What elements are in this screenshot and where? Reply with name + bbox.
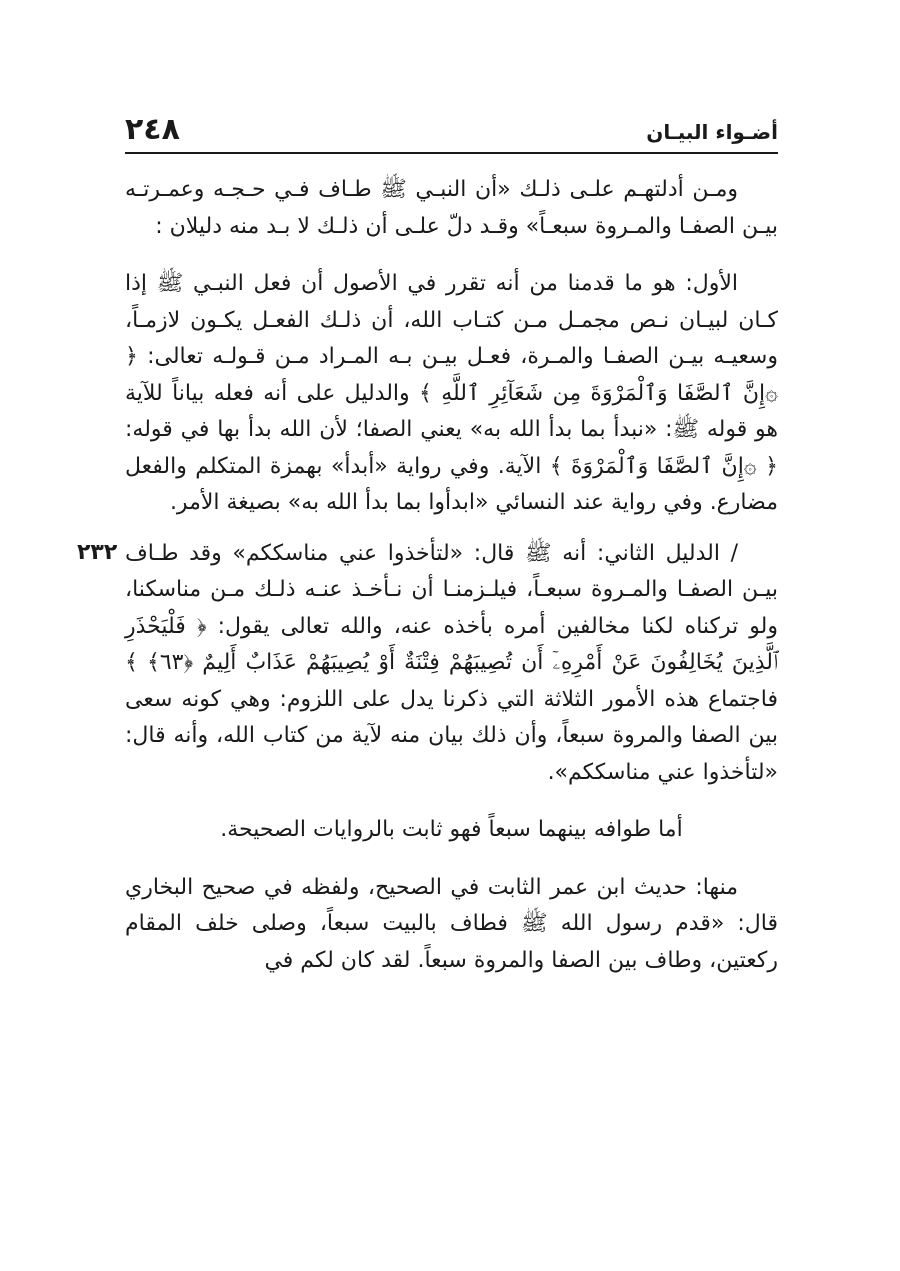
- paragraph-2: الأول: هو ما قدمنا من أنه تقرر في الأصول أن فعل النبـي ﷺ إذا كـان لبيـان نـص مجمـل مـن كتـاب الله، أن ذلـك الفعـل يكـون لازمـاً، وسعيـه بيـن الصفـا والمـرة، فعـل بيـن بـه المـراد مـن قـولـه تعالى: ﴿ ۞إِنَّ ٱلصَّفَا وَٱلْمَرْوَةَ مِن شَعَآئِرِ ٱللَّهِ ﴾ والدليل على أنه فعله بياناً للآية هو قوله ﷺ: «نبدأ بما بدأ الله به» يعني الصفا؛ لأن الله بدأ بها في قوله: ﴿ ۞إِنَّ ٱلصَّفَا وَٱلْمَرْوَةَ ﴾ الآية. وفي رواية «أبدأ» بهمزة المتكلم والفعل مضارع. وفي رواية عند النسائي «ابدأوا بما بدأ الله به» بصيغة الأمر.: [125, 271, 778, 515]
- paragraph-5: منها: حديث ابن عمر الثابت في الصحيح، ولفظه في صحيح البخاري قال: «قدم رسول الله ﷺ فطاف بالبيت سبعاً، وصلى خلف المقام ركعتين، وطاف بين الصفا والمروة سبعاً. لقد كان لكم في: [125, 874, 778, 973]
- page-header: [125, 112, 778, 154]
- paragraph-3: / الدليل الثاني: أنه ﷺ قال: «لتأخذوا عني مناسككم» وقد طـاف بيـن الصفـا والمـروة سبعـاً، فيلـزمنـا أن نـأخـذ عنـه ذلـك مـن مناسكنا، ولو تركناه لكنا مخالفين أمره بأخذه عنه، والله تعالى يقول: ﴿ فَلْيَحْذَرِ ٱلَّذِينَ يُخَالِفُونَ عَنْ أَمْرِهِۦٓ أَن تُصِيبَهُمْ فِتْنَةٌ أَوْ يُصِيبَهُمْ عَذَابٌ أَلِيمٌ ﴿٦٣﴾ ﴾ فاجتماع هذه الأمور الثلاثة التي ذكرنا يدل على اللزوم: وهي كونه سعى بين الصفا والمروة سبعاً، وأن ذلك بيان منه لآية من كتاب الله، وأنه قال: «لتأخذوا عني مناسككم».: [125, 540, 779, 785]
- body-text: [77, 172, 779, 979]
- page-number: ٢٤٨: [125, 112, 180, 147]
- paragraph-3-block: [77, 536, 779, 792]
- running-title: أضـواء البيـان: [646, 120, 778, 144]
- paragraph-4: أما طوافه بينهما سبعاً فهو ثابت بالروايات الصحيحة.: [220, 817, 683, 842]
- margin-page-reference: ٢٣٢: [77, 539, 118, 565]
- paragraph-1: ومـن أدلتهـم علـى ذلـك «أن النبـي ﷺ طـاف فـي حـجـه وعمـرتـه بيـن الصفـا والمـروة سبعـاً» وقـد دلّ علـى أن ذلـك لا بـد منه دليلان :: [125, 177, 778, 239]
